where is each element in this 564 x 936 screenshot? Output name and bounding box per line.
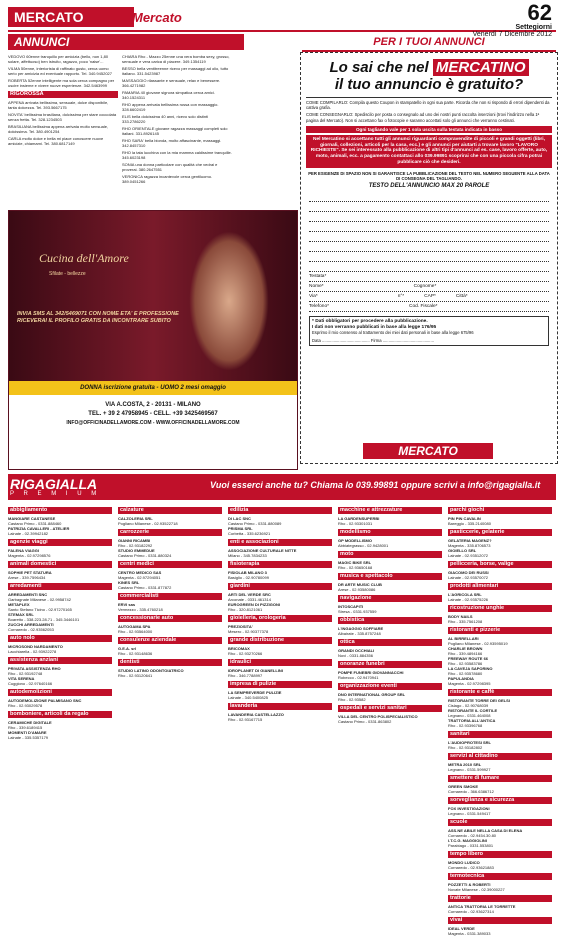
listing-business-contact: Rho - 02.93148636 [118, 651, 153, 656]
page-number: 62 [527, 0, 552, 25]
listing-business-name: ASS.NE ABILE NELLA CASA DI ELENA [448, 828, 523, 833]
listing-business-name: STEMAX SRL [8, 612, 34, 617]
listing-business-contact: Rho - 02.93578680 [448, 671, 483, 676]
ad-photo-area [9, 211, 297, 381]
listing-category: arredamenti [8, 583, 112, 590]
classified-ad: PAMARIA 40 giovane signora simpatica cerca amici. 340.1524311 [122, 90, 215, 100]
listing-category: consulenze aziendale [118, 637, 222, 644]
coupon-privacy: I dati non verranno pubblicati in base alla legge 176/95 [312, 324, 437, 330]
listing-business-name: IDEAL VERDE [448, 926, 475, 931]
listing-business-name: PREZIOSITA' [228, 624, 253, 629]
listing-business-name: FREEWAY ROUTE 66 [448, 656, 489, 661]
listing-business-contact: Cislago - 02.90768039 [448, 703, 489, 708]
coupon-field-telefono[interactable]: Telefono* Cod. Fiscale* [309, 302, 549, 312]
listing-business-name: LA CAVEJA SAPORINO [448, 666, 493, 671]
listing-business-contact: Rho - 346.7788997 [228, 673, 263, 678]
listing-category: calzature [118, 507, 222, 514]
listing-business-contact: Castano Primo - 0331.863802 [338, 719, 392, 724]
listing-business-name: GREEN SMOKE [448, 784, 479, 789]
listing-business-name: LA SEMPREVERDE PULIZIE [228, 690, 282, 695]
listing-category: sorveglianza e sicurezza [448, 797, 552, 804]
listing-col-3 [228, 504, 332, 814]
rigagialla-logo: RIGAGIALLA [10, 476, 98, 492]
listing-category: giardini [228, 583, 332, 590]
listing-category: parchi giochi [448, 507, 552, 514]
listing-business-contact: Rho - 02.93182802 [448, 745, 483, 750]
listing-category: carrozzerie [118, 529, 222, 536]
listing-category: edilizia [228, 507, 332, 514]
listing-business-name: EUROGREEN DI PIZZIGONI [228, 602, 281, 607]
listing-business-contact: Rho - 02.93120641 [118, 673, 153, 678]
coupon-text-line[interactable] [309, 252, 549, 262]
officina-amore-ad [8, 210, 298, 470]
listing-business-name: LAVANDERIA CASTELLAZZO [228, 712, 284, 717]
classified-ad: VEDOVO 60enne tranquillo per amicizia (bello, non 1,80 solare, affettuoso) ben istruito, ragazzo, poco 'naise'... [8, 54, 109, 64]
listing-business-name: ERVI sas [118, 602, 136, 607]
listing-category: obbistica [338, 617, 442, 624]
ad-model-photo [189, 231, 269, 371]
mercato-logo: MERCATO [8, 7, 134, 27]
ad-brand: Cucina dell'Amore [39, 251, 129, 265]
listing-business-name: METAPLEX [8, 602, 30, 607]
listing-business-contact: Boaretto - 338.223.28.71 - 345.3446101 [8, 617, 80, 622]
listing-col-5 [448, 504, 552, 936]
listing-business-contact: Stresa - 0331.937559 [338, 609, 377, 614]
listing-business-contact: Legnano - 0331.464008 [448, 713, 491, 718]
classified-ad: APPENA arrivata bellissima, sensuale, dolce disponibile, tanta dolcezza. Tel. 393.5667175 [8, 100, 109, 110]
listing-business-contact: Rho - 02.93583786 [448, 661, 483, 666]
classified-ad: RHO SARA' bella bionda, molto affascinante, massaggi. 342.8457310 [122, 138, 222, 148]
classified-ad: RHO ORIENTALE giovane ragazza massaggi completi solo italiani. 331.8926145 [122, 126, 228, 136]
listing-category: smettere di fumare [448, 775, 552, 782]
listing-business-contact: Lainate - 335.5357179 [8, 735, 49, 740]
listing-business-contact: Basiglio - 02.90780099 [228, 575, 269, 580]
listing-category: sanitari [448, 731, 552, 738]
per-i-tuoi-annunci-header: PER I TUOI ANNUNCI [302, 34, 556, 52]
listing-category: assistenza anziani [8, 657, 112, 664]
listing-business-name: POZZETTI & ROBERTI [448, 882, 491, 887]
listing-col-4 [338, 504, 442, 814]
coupon-date-sign: Data ......................................... Firma ............................................ [312, 337, 434, 343]
listing-business-contact: Cornaredo - 02.93621883 [448, 865, 494, 870]
listing-business-contact: Rho - 02.93564000 [118, 629, 153, 634]
coupon-text-line[interactable] [309, 232, 549, 242]
listing-business-contact: Magenta - 0331.389033 [448, 931, 491, 936]
listing-business-contact: Rho - 02.93029578 [8, 703, 43, 708]
coupon-text-line[interactable] [309, 242, 549, 252]
listing-category: termotecnica [448, 873, 552, 880]
listing-category: musica e spettacolo [338, 573, 442, 580]
listing-business-name: AUTODEMOLIZIONE PALMISANO SNC [8, 698, 82, 703]
listing-category: auto nolo [8, 635, 112, 642]
listing-business-name: PIN PIN CAVALIN [448, 516, 481, 521]
listing-business-contact: Legnano - 0331.599927 [448, 767, 491, 772]
listing-category: lavanderia [228, 703, 332, 710]
listing-category: ospedali e servizi sanitari [338, 705, 442, 712]
listing-category: bomboniere, articoli da regalo [8, 711, 112, 718]
listing-business-contact: Albairate - 335.8757248 [338, 631, 381, 636]
ad-invite-text: INVIA SMS AL 342/5469071 CON NOME ETA' E PROFESSIONE RICEVERAI IL PROFILO GRATIS DA INCONTRARE SUBITO [17, 311, 179, 324]
listing-business-name: BODY NAILS [448, 614, 473, 619]
listing-business-contact: Rho - 02.93167715 [228, 717, 263, 722]
classified-ad: MASSAGGIO rilassante e sensuale, relax e benessere. 366.4271982 [122, 78, 221, 88]
listing-business-contact: Arconate - 0331.461314 [228, 597, 271, 602]
listing-business-name: MICROSOND NARDAMENTO [8, 644, 63, 649]
coupon-field-nome-cognome[interactable]: Nome* Cognome* [309, 282, 549, 292]
coupon-required-note: * Dati obbligatori per procedere alla pubblicazione. [312, 319, 428, 325]
listing-business-name: CHARLIE BROWN [448, 646, 483, 651]
listing-business-name: CALZOLERIA SRL [118, 516, 153, 521]
coupon-text-line[interactable] [309, 222, 549, 232]
listing-business-name: ASSOCIAZIONE CULTURALE NITTE [228, 548, 297, 553]
classified-ad: VILMA 50enne, interiorista di raffinato gusto, cerca uomo serio per amicizia ed eventuale rapporto. Tel. 340.9452027 [8, 66, 112, 76]
listing-business-name: MAGIC BIKE SRL [338, 560, 372, 565]
coupon-title-line2: il tuo annuncio è gratuito? [334, 76, 524, 93]
listing-business-contact: Santo Stefano Ticino - 02.97270165 [8, 607, 72, 612]
classifieds-col-2 [122, 54, 232, 204]
listing-business-contact: Lainate - 02.93512072 [448, 553, 489, 558]
annunci-header: ANNUNCI [8, 34, 244, 50]
listing-business-name: ZUCCHI ARREDAMENTI [8, 622, 54, 627]
ad-contacts [9, 395, 297, 469]
classified-ad: CARLA molto dolce e bella mi piace conoscere nuove amicizie, chiamami. Tel. 380.6817149 [8, 136, 104, 146]
listing-business-name: PRISMA SRL [228, 526, 253, 531]
listing-business-name: DNO INTERNATIONAL GROUP SRL [338, 692, 406, 697]
classified-ad: RHO la tata lucchina con la mia mamma caldissime tranquille. 345.6023198 [122, 150, 232, 160]
listing-business-name: I.T.C.G. MAGGIOLINI [448, 838, 487, 843]
coupon-text-line[interactable] [309, 212, 549, 222]
listing-category: agenzie viaggi [8, 539, 112, 546]
coupon-text-max: TESTO DELL'ANNUNCIO MAX 20 PAROLE [368, 183, 490, 190]
coupon-text-line[interactable] [309, 202, 549, 212]
listing-business-contact: Bareggio - 335.2140080 [448, 521, 491, 526]
listing-business-name: MANGIARE CASTANESE [8, 516, 56, 521]
listing-business-contact: Castano Primo - 0331.888460 [8, 521, 62, 526]
listing-business-contact: Lainate - 02.93570072 [448, 575, 489, 580]
classified-ad: BRASILIANA bellissima appena arrivata molto sensuale, dolcissima. Tel. 380.4901254 [8, 124, 109, 134]
listing-category: ottica [338, 639, 442, 646]
listing-business-contact: Legnano - 0331.549417 [448, 811, 491, 816]
listing-business-contact: Rho - 02.93192748 [8, 671, 43, 676]
listing-business-contact: Rho - 339.4894166 [448, 651, 483, 656]
listing-business-contact: Castano Primo - 0331.880324 [118, 553, 172, 558]
listing-business-contact: Garbagnate Milanese - 02.9958742 [8, 597, 71, 602]
listing-category: concessionarie auto [118, 615, 222, 622]
classified-ad: RHO appena arrivata bellissima russa con massaggio. 328.6602419 [122, 102, 219, 112]
listing-business-contact: Magenta - 335.8706573 [448, 543, 491, 548]
listing-business-name: GELATERIA MAGENZ? [448, 538, 492, 543]
listing-category: enti e associazioni [228, 539, 332, 546]
listing-category: impresa di pulizie [228, 681, 332, 688]
listing-business-name: PAPULANDIA [448, 676, 474, 681]
section-title: Mercato [132, 10, 182, 25]
listing-business-contact: Rho - 02.93650168 [338, 565, 373, 570]
listing-business-contact: Rho - 335.7561208 [448, 619, 483, 624]
listing-category: pasticcerie, gelaterie [448, 529, 552, 536]
listing-category: organizzazione eventi [338, 683, 442, 690]
listing-business-contact: Castano Primo - 0331.877872 [118, 585, 172, 590]
classified-ad: ELIS bella dolcissima 40 anni, ricevo solo distinti 333.2786220 [122, 114, 209, 124]
listing-category: ricostruzione unghie [448, 605, 552, 612]
listing-business-contact: Magenta - 02.97298576 [8, 553, 51, 558]
listing-business-contact: Rho - 02.93301031 [338, 521, 373, 526]
listing-business-name: L'AUDIOPROTESI SRL [448, 740, 491, 745]
listing-business-contact: Mesero - 02.90377378 [228, 629, 269, 634]
listing-business-name: ARTI DEL VERDE SRC [228, 592, 271, 597]
coupon-text-lines [309, 192, 549, 312]
listing-business-contact: Pogliano Milanese - 02.93522718 [118, 521, 178, 526]
listing-category: vivai [448, 917, 552, 924]
listing-business-contact: Cornaredo - 02.93627314 [448, 909, 494, 914]
listing-business-name: MOMENTI D'AMARE [8, 730, 47, 735]
classified-ad: ROBERTA 52enne intelligente ma sola cerca compagno per uscire insieme e vivere nuove esperienze. 342.5463999 [8, 78, 115, 88]
listing-category: ristoranti e pizzerie [448, 627, 552, 634]
classified-ad: CHIARA Rho - Mazzo 25enne una vera bomba sexy, grosso, sensuale e vera carica di piacere. 349.1354119 [122, 54, 230, 64]
listing-business-name: DI LAC SNC [228, 516, 251, 521]
listing-business-name: CERAMICHE DIGITALE [8, 720, 52, 725]
listing-category: pellicceria, borse, valige [448, 561, 552, 568]
listing-business-contact: Magenta - 02.97298395 [448, 681, 491, 686]
listing-business-name: RISTORANTE IL CORTILE [448, 708, 498, 713]
listing-business-name: TRATTORIA ALL'ANTICA [448, 718, 496, 723]
listing-category: fisioterapia [228, 561, 332, 568]
listing-business-name: SOPHIE PET STATURA [8, 570, 52, 575]
listing-business-contact: Rho - 02.93582 [338, 697, 366, 702]
listing-business-name: L'INGAGGIO SOFFIARE [338, 626, 384, 631]
listing-business-name: PATRIZIA CAVALLERI - ATELIER [8, 526, 70, 531]
listing-business-name: L'AGRICOLA SRL [448, 592, 482, 597]
listing-category: autodemolizioni [8, 689, 112, 696]
listing-business-name: POMPE FUNEBRI GIOVANNACCHI [338, 670, 404, 675]
listing-business-contact: Cornaredo - 02.9454.30.80 [448, 833, 497, 838]
listing-business-name: IDROPLANET DI GIANELLINI [228, 668, 283, 673]
listing-category: tempo libero [448, 851, 552, 858]
listing-category: modellismo [338, 529, 442, 536]
listing-business-contact: Vermezzo - 335.4760218 [118, 607, 163, 612]
listing-category: gioielleria, orologeria [228, 615, 332, 622]
listing-business-contact: Rho - 02.93396768 [448, 723, 483, 728]
coupon-how-to-fill: COME COMPILARLO: Compila questo Coupon in stampatello in ogni sua parte. Ricorda che non si rispondo di errori dipendenti da cattiva grafia. [306, 97, 552, 110]
listing-business-name: GP MODELLISMO [338, 538, 372, 543]
listing-category: macchine e attrezzature [338, 507, 442, 514]
listing-category: ristorante e caffè [448, 689, 552, 696]
listing-category: prodotti alimentari [448, 583, 552, 590]
issue-date: Venerdì 7 Dicembre 2012 [472, 31, 552, 38]
listing-category: navigazione [338, 595, 442, 602]
listing-business-name: MONDO LUDICO [448, 860, 480, 865]
listing-business-name: INTOSCAPITI [338, 604, 364, 609]
rigagialla-tagline: Vuoi esserci anche tu? Chiama lo 039.99891 oppure scrivi a info@rigagialla.it [210, 480, 541, 490]
listing-business-contact: Robecco - 02.9470941 [338, 675, 379, 680]
coupon-privacy-box [309, 316, 549, 346]
listing-business-name: DR ARTE MUSIC CLUB [338, 582, 382, 587]
listing-business-contact: Rho - 320.8121061 [228, 607, 263, 612]
page-info [473, 2, 552, 38]
listing-category: commercialisti [118, 593, 222, 600]
listing-category: dentisti [118, 659, 222, 666]
listing-business-contact: Milano - 345.7834233 [228, 553, 267, 558]
listing-business-contact: Rho - 02.93182292 [118, 543, 153, 548]
listing-col-2 [118, 504, 222, 814]
classifieds-col-1 [8, 54, 118, 204]
listing-business-name: STUDIO EMMEDUE [118, 548, 155, 553]
listing-business-contact: Cornaredo - 366.6386712 [448, 789, 494, 794]
listing-business-name: PRIVATA ASSISTENZA RHO [8, 666, 61, 671]
listing-business-contact: Abbiategrasso - 02.9428001 [338, 543, 389, 548]
listing-business-contact: Parabiago - 0331.553801 [448, 843, 494, 848]
listing-business-name: GIANNI RICAMBI [118, 538, 151, 543]
listing-business-name: FALENA VIAGGI [8, 548, 39, 553]
coupon-red-info: Nel Mercatino si accettano tutti gli annunci riguardanti compravendite di piccoli e grandi oggetti (libri, giornali, collezioni, articoli per la casa, ecc.) e gli annunci per aiutarti a trovare lavoro "LAVORO RICHIESTE". Se sei interessato alla pubblicazione di altri tipi d'annunci ad es. case, lavoro offerte, auto, moto, animali, ecc. a pagamento contattaci allo 039.99891 scoprirai che con una piccola cifra potrai pubblicare ciò che desideri. [306, 135, 552, 168]
coupon-text-line[interactable] [309, 262, 549, 272]
listing-business-contact: Lacchiarella - 02.93922278 [8, 649, 57, 654]
coupon-text-line[interactable] [309, 192, 549, 202]
coupon-title-line1: Lo sai che nel MERCATINO [303, 59, 555, 76]
coupon-space-notice: PER ESIGENZE DI SPAZIO NON SI GARANTISCE LA PUBBLICAZIONE DEL TESTO NEL NUMERO SEGUENTE ALLA DATA DI CONSEGNA DEL TAGLIANDO. [308, 170, 550, 181]
listing-category: animali domestici [8, 561, 112, 568]
listing-business-name: GRANDI OCCHIALI [338, 648, 375, 653]
mercatino-badge: MERCATINO [433, 59, 529, 76]
listing-category: abbigliamento [8, 507, 112, 514]
listing-business-contact: Castano Primo - 0331.880089 [228, 521, 282, 526]
listing-business-contact: Cornaredo - 02.93562053 [8, 627, 54, 632]
coupon-title [303, 59, 555, 93]
paper-name: Settegiorni [515, 24, 552, 31]
mercatino-coupon [300, 52, 558, 464]
classified-ad: VERONICA ragazza incantevole cerca gentiluomo. 389.0451266 [122, 174, 213, 184]
listing-category: onoranze funebri [338, 661, 442, 668]
listing-business-name: GIACOMO DEI RUSSI [448, 570, 489, 575]
listing-business-name: STUDIO LATINO ODONTOIATRICO [118, 668, 184, 673]
listing-category: trattorie [448, 895, 552, 902]
listing-category: servizi al cittadino [448, 753, 552, 760]
listing-business-contact: Corbetta - 335.6236921 [228, 531, 271, 536]
listing-business-name: RISTORANTE TORRE DEI GELSI [448, 698, 510, 703]
listing-business-contact: Lainate - 340.5400825 [228, 695, 269, 700]
listing-business-name: CENTRO MEDICO SAS [118, 570, 162, 575]
listing-business-name: METRA 2010 SRL [448, 762, 482, 767]
listing-business-name: ARREDAMENTI SNC [8, 592, 48, 597]
listing-business-contact: Rho - 339.6189415 [8, 725, 43, 730]
coupon-how-to-deliver: COME CONSEGNARLO: Spediscilo per posta o consegnalo ad uno dei nostri punti raccolta inserzioni (trovi l'indirizzo nella 1ª pagina del Mercato). Non si accettano fax o fotocopie e saranno accettati solo gli annunci che verranno cestinati. [306, 112, 540, 123]
listing-business-name: FISIOLAB MILANO 3 [228, 570, 267, 575]
listing-business-name: AL BIRRELLARI [448, 636, 479, 641]
coupon-field-testata[interactable]: Testata* [309, 272, 549, 282]
classified-ad: BESSO bella ventitreenne ricevo per massaggi ad olio, tutto italiano. 331.5423987 [122, 66, 229, 76]
listing-business-contact: Arese - 02.93580086 [338, 587, 376, 592]
coupon-mercato-logo: MERCATO [363, 443, 493, 459]
listing-business-contact: Lainate - 02.39942182 [8, 531, 49, 536]
listing-business-contact: Arese - 339.7596434 [8, 575, 46, 580]
rigagialla-premium: P R E M I U M [10, 491, 101, 497]
classified-ad: SONIA una donna particolare con qualità che vedrai e proverai. 380.2647551 [122, 162, 218, 172]
listing-category: scuole [448, 819, 552, 826]
listing-business-name: GIOIELLO SRL [448, 548, 477, 553]
coupon-consent: Esprimo il mio consenso al trattamento dei miei dati personali in base alla legge 675/96 [312, 330, 474, 336]
rigorossa-header: RIGOROSSA [8, 91, 118, 98]
listing-business-name: VILLA DEL CENTRO POLISPECIALISTICO [338, 714, 418, 719]
listing-business-contact: Pogliano Milanese - 02.93595019 [448, 641, 508, 646]
listing-category: centri medici [118, 561, 222, 568]
listing-business-name: ANTICA TRATTORIA LE TORRETTE [448, 904, 516, 909]
listing-business-contact: Rho - 02.93270266 [228, 651, 263, 656]
ad-tel: TEL. + 39 2 47958945 - CELL. +39 3425469567 [88, 411, 218, 417]
listing-business-name: LA GARDENSUPERBI [338, 516, 380, 521]
listing-business-contact: Novi - 0331.884356 [338, 653, 373, 658]
listing-category: moto [338, 551, 442, 558]
coupon-rule: Ogni tagliando vale per 1 sola uscita sulla testata indicata in basso [306, 126, 552, 133]
listing-col-1 [8, 504, 112, 814]
listing-business-name: FOX INVESTIGAZIONI [448, 806, 490, 811]
listing-business-name: AUTOGAMA SPA [118, 624, 151, 629]
listing-business-contact: Magenta - 02.97294051 [118, 575, 161, 580]
listing-business-contact: Novate Milanese - 02.39000227 [448, 887, 505, 892]
listing-business-name: KINES SRL [118, 580, 140, 585]
listing-business-name: BRICOMAX [228, 646, 250, 651]
ad-promo-band: DONNA iscrizione gratuita - UOMO 2 mesi omaggio [9, 381, 297, 395]
ad-web: INFO@OFFICINADELLAMORE.COM - WWW.OFFICINADELLAMORE.COM [66, 420, 240, 426]
coupon-field-indirizzo[interactable]: Via* n°* CAP* Città* [309, 292, 549, 302]
listing-business-contact: Cuggiono - 02.97640166 [8, 681, 53, 686]
listing-category: grande distribuzione [228, 637, 332, 644]
ad-address: VIA A.COSTA, 2 - 20131 - MILANO [105, 402, 201, 408]
listing-business-name: VITA SERENA [8, 676, 35, 681]
listing-business-name: G.E.A. srl [118, 646, 137, 651]
ad-brand-sub: Sfilate - bellezze [49, 271, 86, 277]
listing-category: idraulici [228, 659, 332, 666]
listing-business-contact: Lainate - 02.93575226 [448, 597, 489, 602]
classified-ad: NOVITA' bellissima brasiliana, dolcissima per stare coccolata senza fretta. Tel. 328.1234503 [8, 112, 117, 122]
